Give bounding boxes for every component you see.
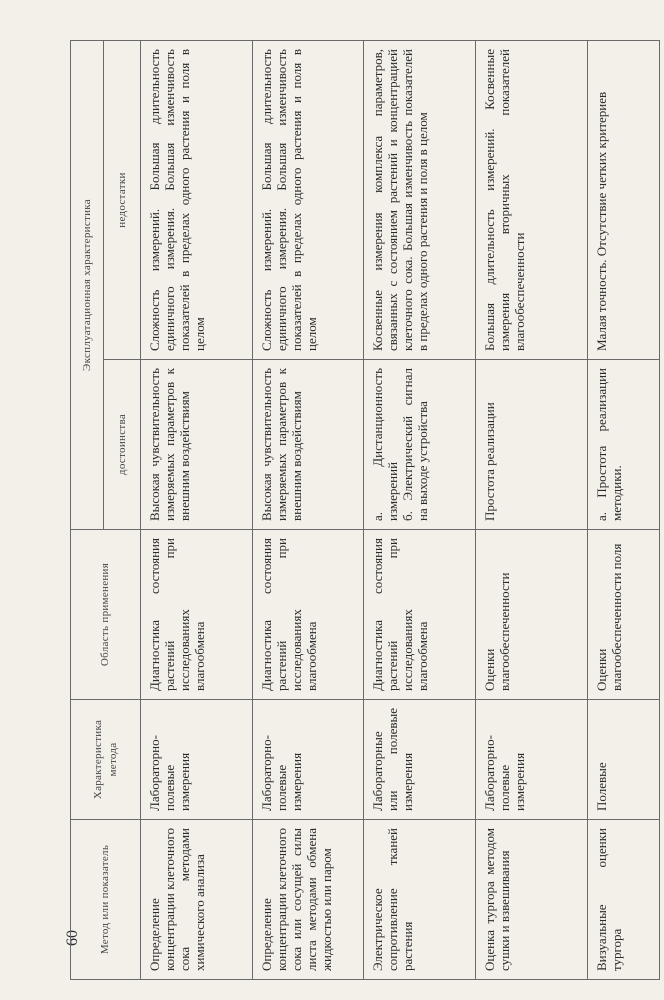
cell-disadvantages: Косвенные измерения комплекса параметров, связанных с состоянием растений и концентрацией клеточного сока. Большая изменчивость показателей в пределах одного растения и поля в целом [364, 41, 476, 360]
cell-characteristic: Лабораторно-полевые измерения [141, 700, 253, 820]
header-disadvantages: недостатки [104, 41, 141, 360]
methods-table [70, 40, 660, 980]
header-advantages: достоинства [104, 360, 141, 530]
header-exploitation: Эксплуатационная характеристика [71, 41, 104, 530]
header-area: Область применения [71, 530, 141, 700]
table-row [475, 41, 587, 980]
cell-area: Оценки влагообеспеченности [475, 530, 587, 700]
cell-characteristic: Лабораторные или полевые измерения [364, 700, 476, 820]
cell-area: Диагностика состояния растений при исследованиях влагообмена [141, 530, 253, 700]
page-number: 60 [64, 930, 81, 946]
header-method: Метод или показатель [71, 820, 141, 980]
cell-area: Диагностика состояния растений при исследованиях влагообмена [364, 530, 476, 700]
cell-advantages: Высокая чувствительность измеряемых параметров к внешним воздействиям [141, 360, 253, 530]
cell-advantages: Высокая чувствительность измеряемых параметров к внешним воздействиям [252, 360, 364, 530]
table-row [587, 41, 659, 980]
cell-characteristic: Лабораторно-полевые измерения [252, 700, 364, 820]
table-row [252, 41, 364, 980]
cell-advantages: Простота реализации [475, 360, 587, 530]
cell-advantages: а. Простота реализации методики. [587, 360, 659, 530]
cell-characteristic: Лабораторно-полевые измерения [475, 700, 587, 820]
cell-area: Диагностика состояния растений при исследованиях влагообмена [252, 530, 364, 700]
cell-disadvantages: Малая точность. Отсутствие четких критериев [587, 41, 659, 360]
cell-method: Визуальные оценки тургора [587, 820, 659, 980]
cell-disadvantages: Сложность измерений. Большая длительность единичного измерения. Большая изменчивость показателей в пределах одного растения и поля в целом [141, 41, 253, 360]
cell-method: Оценка тургора методом сушки и взвешивания [475, 820, 587, 980]
cell-method: Определение концентрации клеточного сока методами химического анализа [141, 820, 253, 980]
cell-method: Определение концентрации клеточного сока или сосущей силы листа методами обмена жидкостью или паром [252, 820, 364, 980]
table-row [364, 41, 476, 980]
table-row [141, 41, 253, 980]
cell-disadvantages: Сложность измерений. Большая длительность единичного измерения. Большая изменчивость показателей в пределах одного растения и поля в целом [252, 41, 364, 360]
cell-disadvantages: Большая длительность измерений. Косвенные измерения вторичных показателей влагообеспеченности [475, 41, 587, 360]
cell-advantages: а. Дистанционность измерений б. Электрический сигнал на выходе устройства [364, 360, 476, 530]
header-characteristic: Характеристика метода [71, 700, 141, 820]
cell-area: Оценки влагообеспеченности поля [587, 530, 659, 700]
cell-characteristic: Полевые [587, 700, 659, 820]
rotated-table-container [70, 40, 660, 980]
cell-method: Электрическое сопротивление тканей растения [364, 820, 476, 980]
